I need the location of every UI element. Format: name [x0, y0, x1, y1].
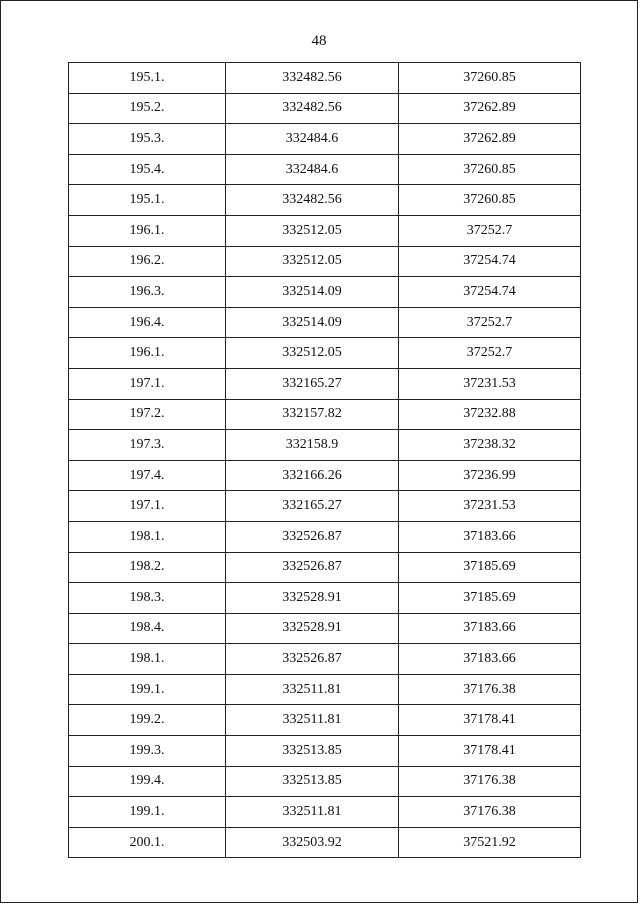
point-id-cell: 196.1.	[69, 338, 226, 369]
table-row	[69, 277, 581, 308]
table-row	[69, 63, 581, 94]
y-coordinate-cell: 37183.66	[399, 644, 581, 675]
y-coordinate-cell: 37176.38	[399, 766, 581, 797]
table-row	[69, 521, 581, 552]
y-coordinate-cell: 37260.85	[399, 154, 581, 185]
y-coordinate-cell: 37252.7	[399, 338, 581, 369]
table-row	[69, 736, 581, 767]
x-coordinate-cell: 332526.87	[226, 552, 399, 583]
table-row	[69, 766, 581, 797]
y-coordinate-cell: 37260.85	[399, 185, 581, 216]
x-coordinate-cell: 332511.81	[226, 797, 399, 828]
y-coordinate-cell: 37252.7	[399, 215, 581, 246]
table-row	[69, 827, 581, 858]
y-coordinate-cell: 37232.88	[399, 399, 581, 430]
point-id-cell: 199.1.	[69, 674, 226, 705]
x-coordinate-cell: 332513.85	[226, 766, 399, 797]
table-row	[69, 154, 581, 185]
point-id-cell: 198.1.	[69, 521, 226, 552]
y-coordinate-cell: 37185.69	[399, 583, 581, 614]
point-id-cell: 195.2.	[69, 93, 226, 124]
table-row	[69, 460, 581, 491]
x-coordinate-cell: 332482.56	[226, 185, 399, 216]
x-coordinate-cell: 332512.05	[226, 338, 399, 369]
point-id-cell: 197.1.	[69, 491, 226, 522]
point-id-cell: 196.4.	[69, 307, 226, 338]
x-coordinate-cell: 332526.87	[226, 644, 399, 675]
x-coordinate-cell: 332482.56	[226, 93, 399, 124]
table-row	[69, 307, 581, 338]
point-id-cell: 200.1.	[69, 827, 226, 858]
point-id-cell: 199.4.	[69, 766, 226, 797]
point-id-cell: 196.1.	[69, 215, 226, 246]
table-row	[69, 246, 581, 277]
x-coordinate-cell: 332514.09	[226, 307, 399, 338]
y-coordinate-cell: 37262.89	[399, 124, 581, 155]
y-coordinate-cell: 37176.38	[399, 674, 581, 705]
point-id-cell: 195.3.	[69, 124, 226, 155]
table-row	[69, 705, 581, 736]
table-row	[69, 399, 581, 430]
point-id-cell: 198.1.	[69, 644, 226, 675]
y-coordinate-cell: 37254.74	[399, 246, 581, 277]
point-id-cell: 198.3.	[69, 583, 226, 614]
page-number: 48	[311, 33, 327, 49]
table-row	[69, 368, 581, 399]
y-coordinate-cell: 37183.66	[399, 521, 581, 552]
y-coordinate-cell: 37236.99	[399, 460, 581, 491]
x-coordinate-cell: 332503.92	[226, 827, 399, 858]
y-coordinate-cell: 37183.66	[399, 613, 581, 644]
table-row	[69, 185, 581, 216]
point-id-cell: 199.2.	[69, 705, 226, 736]
y-coordinate-cell: 37238.32	[399, 430, 581, 461]
point-id-cell: 195.4.	[69, 154, 226, 185]
x-coordinate-cell: 332166.26	[226, 460, 399, 491]
x-coordinate-cell: 332484.6	[226, 154, 399, 185]
y-coordinate-cell: 37521.92	[399, 827, 581, 858]
x-coordinate-cell: 332511.81	[226, 674, 399, 705]
point-id-cell: 196.2.	[69, 246, 226, 277]
x-coordinate-cell: 332157.82	[226, 399, 399, 430]
x-coordinate-cell: 332513.85	[226, 736, 399, 767]
x-coordinate-cell: 332514.09	[226, 277, 399, 308]
point-id-cell: 197.4.	[69, 460, 226, 491]
table-row	[69, 338, 581, 369]
x-coordinate-cell: 332528.91	[226, 613, 399, 644]
point-id-cell: 198.2.	[69, 552, 226, 583]
table-row	[69, 491, 581, 522]
point-id-cell: 197.1.	[69, 368, 226, 399]
x-coordinate-cell: 332528.91	[226, 583, 399, 614]
x-coordinate-cell: 332165.27	[226, 491, 399, 522]
y-coordinate-cell: 37176.38	[399, 797, 581, 828]
point-id-cell: 197.3.	[69, 430, 226, 461]
x-coordinate-cell: 332158.9	[226, 430, 399, 461]
y-coordinate-cell: 37178.41	[399, 705, 581, 736]
y-coordinate-cell: 37231.53	[399, 368, 581, 399]
table-row	[69, 430, 581, 461]
point-id-cell: 196.3.	[69, 277, 226, 308]
y-coordinate-cell: 37260.85	[399, 63, 581, 94]
coordinates-table-body	[69, 63, 581, 858]
point-id-cell: 199.3.	[69, 736, 226, 767]
x-coordinate-cell: 332526.87	[226, 521, 399, 552]
x-coordinate-cell: 332512.05	[226, 246, 399, 277]
table-row	[69, 674, 581, 705]
y-coordinate-cell: 37254.74	[399, 277, 581, 308]
table-row	[69, 552, 581, 583]
y-coordinate-cell: 37262.89	[399, 93, 581, 124]
y-coordinate-cell: 37252.7	[399, 307, 581, 338]
point-id-cell: 195.1.	[69, 185, 226, 216]
table-row	[69, 93, 581, 124]
x-coordinate-cell: 332511.81	[226, 705, 399, 736]
table-row	[69, 797, 581, 828]
x-coordinate-cell: 332482.56	[226, 63, 399, 94]
y-coordinate-cell: 37231.53	[399, 491, 581, 522]
y-coordinate-cell: 37185.69	[399, 552, 581, 583]
x-coordinate-cell: 332165.27	[226, 368, 399, 399]
point-id-cell: 198.4.	[69, 613, 226, 644]
table-row	[69, 215, 581, 246]
table-row	[69, 644, 581, 675]
x-coordinate-cell: 332484.6	[226, 124, 399, 155]
point-id-cell: 199.1.	[69, 797, 226, 828]
point-id-cell: 197.2.	[69, 399, 226, 430]
table-row	[69, 613, 581, 644]
coordinates-table	[68, 62, 581, 858]
y-coordinate-cell: 37178.41	[399, 736, 581, 767]
x-coordinate-cell: 332512.05	[226, 215, 399, 246]
point-id-cell: 195.1.	[69, 63, 226, 94]
table-row	[69, 124, 581, 155]
table-row	[69, 583, 581, 614]
